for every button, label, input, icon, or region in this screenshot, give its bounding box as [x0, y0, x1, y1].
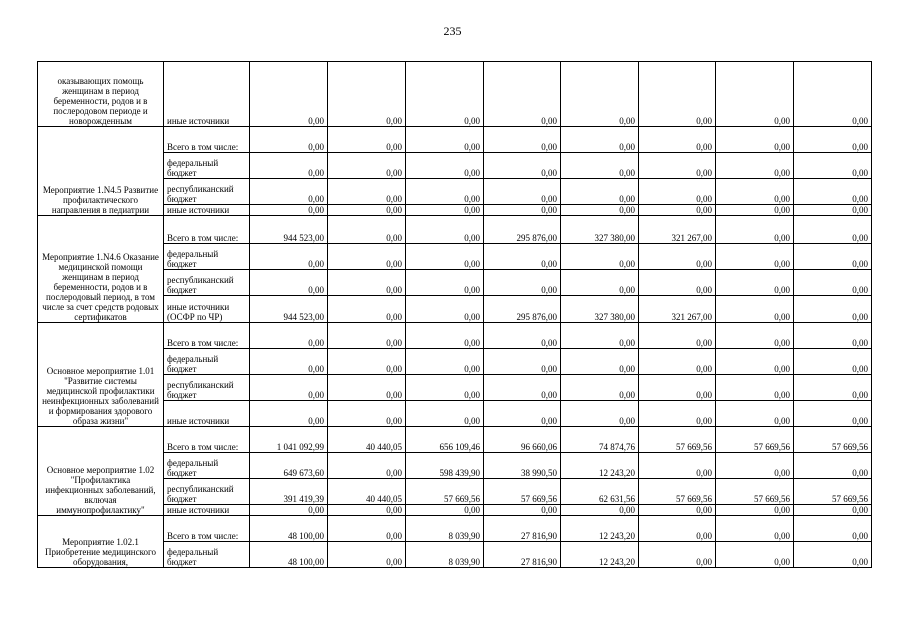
amount-cell: 0,00 [794, 516, 872, 542]
amount-cell: 0,00 [794, 179, 872, 205]
amount-cell: 57 669,56 [794, 427, 872, 453]
amount-cell: 0,00 [328, 453, 406, 479]
amount-cell: 327 380,00 [561, 296, 639, 323]
amount-cell: 57 669,56 [639, 427, 716, 453]
amount-cell: 0,00 [328, 296, 406, 323]
amount-cell: 0,00 [406, 205, 484, 216]
amount-cell: 57 669,56 [484, 479, 561, 505]
amount-cell: 0,00 [639, 153, 716, 179]
amount-cell: 0,00 [328, 205, 406, 216]
funding-source: федеральный бюджет [164, 153, 250, 179]
amount-cell: 0,00 [794, 127, 872, 153]
amount-cell: 0,00 [794, 323, 872, 349]
table-row [38, 179, 872, 205]
table-row [38, 216, 872, 244]
amount-cell: 0,00 [561, 62, 639, 127]
amount-cell: 8 039,90 [406, 516, 484, 542]
table-row [38, 62, 872, 127]
amount-cell: 74 874,76 [561, 427, 639, 453]
table-row [38, 453, 872, 479]
amount-cell: 0,00 [406, 216, 484, 244]
amount-cell: 0,00 [406, 375, 484, 401]
amount-cell: 0,00 [484, 505, 561, 516]
table-row [38, 323, 872, 349]
amount-cell: 327 380,00 [561, 216, 639, 244]
amount-cell: 0,00 [406, 296, 484, 323]
amount-cell: 0,00 [639, 349, 716, 375]
amount-cell: 0,00 [561, 179, 639, 205]
funding-source: иные источники (ОСФР по ЧР) [164, 296, 250, 323]
amount-cell: 944 523,00 [250, 296, 328, 323]
amount-cell: 0,00 [250, 323, 328, 349]
budget-table [37, 61, 872, 568]
amount-cell: 0,00 [639, 323, 716, 349]
amount-cell: 0,00 [484, 127, 561, 153]
amount-cell: 0,00 [406, 401, 484, 427]
amount-cell: 0,00 [639, 179, 716, 205]
amount-cell: 12 243,20 [561, 516, 639, 542]
table-row [38, 479, 872, 505]
amount-cell: 0,00 [406, 62, 484, 127]
amount-cell: 321 267,00 [639, 216, 716, 244]
amount-cell: 0,00 [716, 270, 794, 296]
amount-cell: 0,00 [250, 205, 328, 216]
measure-name: Мероприятие 1.N4.6 Оказание медицинской помощи женщинам в период беременности, родов и в послеродовый период, в том числе за счет средств родовых сертификатов [38, 216, 164, 323]
amount-cell: 0,00 [406, 127, 484, 153]
amount-cell: 0,00 [716, 453, 794, 479]
amount-cell: 0,00 [794, 216, 872, 244]
amount-cell: 96 660,06 [484, 427, 561, 453]
amount-cell: 0,00 [328, 401, 406, 427]
amount-cell: 0,00 [250, 62, 328, 127]
funding-source: Всего в том числе: [164, 516, 250, 542]
amount-cell: 0,00 [328, 505, 406, 516]
amount-cell: 0,00 [716, 349, 794, 375]
funding-source: республиканский бюджет [164, 375, 250, 401]
table-row [38, 205, 872, 216]
measure-name: Мероприятие 1.N4.5 Развитие профилактического направления в педиатрии [38, 127, 164, 216]
amount-cell: 0,00 [250, 270, 328, 296]
amount-cell: 0,00 [328, 375, 406, 401]
amount-cell: 0,00 [794, 505, 872, 516]
amount-cell: 0,00 [794, 205, 872, 216]
amount-cell: 0,00 [250, 349, 328, 375]
amount-cell: 0,00 [716, 127, 794, 153]
table-row [38, 375, 872, 401]
measure-name: Мероприятие 1.02.1 Приобретение медицинского оборудования, [38, 516, 164, 568]
amount-cell: 0,00 [484, 62, 561, 127]
amount-cell: 0,00 [716, 401, 794, 427]
amount-cell: 0,00 [639, 244, 716, 270]
amount-cell: 0,00 [484, 244, 561, 270]
amount-cell: 0,00 [406, 349, 484, 375]
funding-source: иные источники [164, 62, 250, 127]
amount-cell: 0,00 [484, 323, 561, 349]
amount-cell: 40 440,05 [328, 427, 406, 453]
amount-cell: 0,00 [561, 323, 639, 349]
amount-cell: 0,00 [716, 205, 794, 216]
amount-cell: 0,00 [561, 401, 639, 427]
amount-cell: 57 669,56 [639, 479, 716, 505]
amount-cell: 0,00 [716, 179, 794, 205]
amount-cell: 295 876,00 [484, 296, 561, 323]
funding-source: федеральный бюджет [164, 453, 250, 479]
amount-cell: 0,00 [328, 62, 406, 127]
amount-cell: 1 041 092,99 [250, 427, 328, 453]
amount-cell: 0,00 [328, 179, 406, 205]
funding-source: иные источники [164, 401, 250, 427]
table-row [38, 505, 872, 516]
amount-cell: 0,00 [250, 505, 328, 516]
funding-source: республиканский бюджет [164, 479, 250, 505]
measure-name: оказывающих помощь женщинам в период беременности, родов и в послеродовом периоде и новорожденным [38, 62, 164, 127]
amount-cell: 0,00 [561, 153, 639, 179]
table-row [38, 349, 872, 375]
amount-cell: 0,00 [716, 516, 794, 542]
amount-cell: 0,00 [484, 401, 561, 427]
amount-cell: 0,00 [639, 453, 716, 479]
amount-cell: 38 990,50 [484, 453, 561, 479]
amount-cell: 0,00 [484, 349, 561, 375]
amount-cell: 0,00 [794, 453, 872, 479]
amount-cell: 0,00 [639, 505, 716, 516]
amount-cell: 0,00 [561, 244, 639, 270]
amount-cell: 0,00 [250, 153, 328, 179]
table-row [38, 427, 872, 453]
amount-cell: 944 523,00 [250, 216, 328, 244]
amount-cell: 8 039,90 [406, 542, 484, 568]
table-row [38, 542, 872, 568]
amount-cell: 0,00 [406, 505, 484, 516]
amount-cell: 0,00 [484, 270, 561, 296]
page-number: 235 [443, 24, 462, 38]
amount-cell: 0,00 [794, 153, 872, 179]
table-row [38, 296, 872, 323]
amount-cell: 0,00 [484, 205, 561, 216]
amount-cell: 0,00 [484, 179, 561, 205]
amount-cell: 40 440,05 [328, 479, 406, 505]
funding-source: федеральный бюджет [164, 244, 250, 270]
amount-cell: 57 669,56 [716, 479, 794, 505]
amount-cell: 0,00 [328, 216, 406, 244]
amount-cell: 0,00 [716, 375, 794, 401]
budget-table-body [38, 62, 872, 568]
table-row [38, 401, 872, 427]
amount-cell: 0,00 [561, 375, 639, 401]
amount-cell: 57 669,56 [406, 479, 484, 505]
table-row [38, 153, 872, 179]
amount-cell: 12 243,20 [561, 453, 639, 479]
amount-cell: 0,00 [716, 244, 794, 270]
amount-cell: 0,00 [794, 62, 872, 127]
amount-cell: 0,00 [716, 542, 794, 568]
amount-cell: 0,00 [328, 516, 406, 542]
amount-cell: 0,00 [639, 127, 716, 153]
table-row [38, 244, 872, 270]
funding-source: республиканский бюджет [164, 270, 250, 296]
amount-cell: 0,00 [250, 244, 328, 270]
amount-cell: 0,00 [794, 244, 872, 270]
amount-cell: 0,00 [406, 153, 484, 179]
amount-cell: 0,00 [639, 270, 716, 296]
amount-cell: 0,00 [250, 127, 328, 153]
amount-cell: 0,00 [484, 153, 561, 179]
funding-source: Всего в том числе: [164, 127, 250, 153]
funding-source: иные источники [164, 205, 250, 216]
amount-cell: 649 673,60 [250, 453, 328, 479]
amount-cell: 391 419,39 [250, 479, 328, 505]
amount-cell: 0,00 [328, 153, 406, 179]
amount-cell: 0,00 [639, 375, 716, 401]
amount-cell: 598 439,90 [406, 453, 484, 479]
amount-cell: 0,00 [716, 153, 794, 179]
table-row [38, 270, 872, 296]
measure-name: Основное мероприятие 1.02 "Профилактика инфекционных заболеваний, включая иммунопрофилактику" [38, 427, 164, 516]
amount-cell: 0,00 [406, 244, 484, 270]
amount-cell: 0,00 [406, 270, 484, 296]
amount-cell: 0,00 [794, 375, 872, 401]
amount-cell: 27 816,90 [484, 516, 561, 542]
amount-cell: 0,00 [561, 205, 639, 216]
amount-cell: 12 243,20 [561, 542, 639, 568]
amount-cell: 0,00 [716, 216, 794, 244]
amount-cell: 0,00 [716, 62, 794, 127]
funding-source: Всего в том числе: [164, 216, 250, 244]
amount-cell: 0,00 [406, 323, 484, 349]
amount-cell: 321 267,00 [639, 296, 716, 323]
amount-cell: 0,00 [561, 349, 639, 375]
amount-cell: 0,00 [639, 542, 716, 568]
funding-source: федеральный бюджет [164, 542, 250, 568]
amount-cell: 0,00 [328, 323, 406, 349]
amount-cell: 0,00 [794, 349, 872, 375]
amount-cell: 0,00 [250, 401, 328, 427]
amount-cell: 57 669,56 [794, 479, 872, 505]
amount-cell: 0,00 [328, 542, 406, 568]
amount-cell: 0,00 [250, 179, 328, 205]
measure-name: Основное мероприятие 1.01 "Развитие системы медицинской профилактики неинфекционных заболеваний и формирования здорового образа жизни" [38, 323, 164, 427]
amount-cell: 0,00 [794, 542, 872, 568]
amount-cell: 0,00 [406, 179, 484, 205]
funding-source: федеральный бюджет [164, 349, 250, 375]
amount-cell: 0,00 [328, 244, 406, 270]
amount-cell: 0,00 [716, 323, 794, 349]
amount-cell: 0,00 [716, 296, 794, 323]
funding-source: иные источники [164, 505, 250, 516]
amount-cell: 0,00 [639, 62, 716, 127]
amount-cell: 0,00 [639, 205, 716, 216]
amount-cell: 62 631,56 [561, 479, 639, 505]
amount-cell: 27 816,90 [484, 542, 561, 568]
amount-cell: 57 669,56 [716, 427, 794, 453]
amount-cell: 0,00 [794, 296, 872, 323]
amount-cell: 295 876,00 [484, 216, 561, 244]
amount-cell: 0,00 [484, 375, 561, 401]
amount-cell: 0,00 [561, 505, 639, 516]
amount-cell: 0,00 [716, 505, 794, 516]
table-row [38, 516, 872, 542]
amount-cell: 48 100,00 [250, 516, 328, 542]
amount-cell: 0,00 [561, 127, 639, 153]
amount-cell: 0,00 [328, 349, 406, 375]
amount-cell: 0,00 [250, 375, 328, 401]
amount-cell: 0,00 [561, 270, 639, 296]
amount-cell: 0,00 [639, 516, 716, 542]
amount-cell: 0,00 [639, 401, 716, 427]
table-row [38, 127, 872, 153]
amount-cell: 0,00 [794, 270, 872, 296]
funding-source: республиканский бюджет [164, 179, 250, 205]
amount-cell: 0,00 [328, 270, 406, 296]
amount-cell: 0,00 [328, 127, 406, 153]
funding-source: Всего в том числе: [164, 323, 250, 349]
amount-cell: 656 109,46 [406, 427, 484, 453]
funding-source: Всего в том числе: [164, 427, 250, 453]
amount-cell: 48 100,00 [250, 542, 328, 568]
amount-cell: 0,00 [794, 401, 872, 427]
